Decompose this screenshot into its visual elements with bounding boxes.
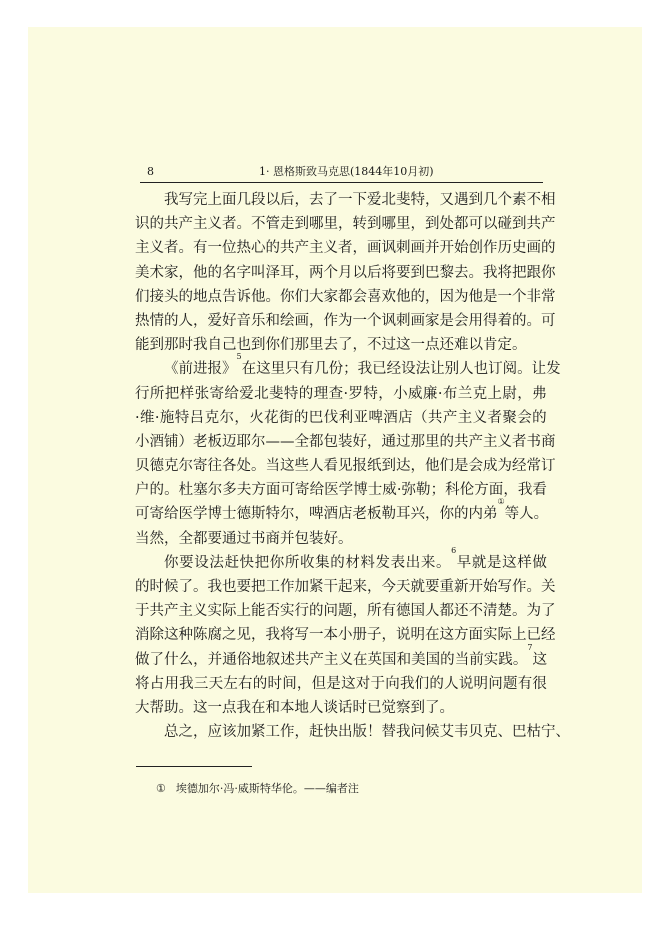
running-title: 1· 恩格斯致马克思(1844年10月初): [259, 165, 434, 178]
text-line: [135, 696, 547, 720]
text-line: 贝 德 克 尔 寄 往 各 处 。 当 这 些 人 看 见 报 纸 到 达 ， 他 们 是 会 成 为 经 常 订: [135, 458, 556, 475]
paragraph: [135, 352, 561, 551]
text-segment: 大帮助。这一点我在和本地人谈话时已觉察到了。: [135, 699, 454, 716]
note-reference: 6: [451, 545, 457, 555]
paragraph: [135, 545, 556, 720]
text-line: 美 术 家 ， 他 的 名 字 叫 泽 耳 ， 两 个 月 以 后 将 要 到 巴 黎 去 。 我 将 把 跟 你: [135, 264, 556, 281]
header-rule: [140, 182, 543, 183]
text-line: [135, 720, 570, 744]
text-line: 将 占 用 我 三 天 左 右 的 时 间 ， 但 是 这 对 于 向 我 们 的 人 说 明 问 题 有 很: [135, 675, 547, 692]
paragraph: [135, 188, 556, 357]
text-line: 《 前 进 报 》 5 在 这 里 只 有 几 份 ； 我 已 经 设 法 让 别 人 也 订 阅 。 让 发: [135, 357, 547, 381]
text-segment: 当然，全都要通过书商并包装好。: [135, 530, 353, 547]
text-line: 消 除 这 种 陈 腐 之 见 ， 我 将 写 一 本 小 册 子 ， 说 明 在 这 方 面 实 际 上 已 经: [135, 627, 556, 644]
text-line: 你 要 设 法 赶 快 把 你 所 收 集 的 材 料 发 表 出 来 。 6 早 就 是 这 样 做: [135, 551, 547, 575]
text-line: 做 了 什 么 ， 并 通 俗 地 叙 述 共 产 主 义 在 英 国 和 美 国 的 当 前 实 践 。 7 这: [135, 648, 547, 672]
footnote-text: 埃德加尔·冯·威斯特华伦。——编者注: [175, 782, 359, 795]
text-line: 小 酒 铺 ） 老 板 迈 耶 尔 — — 全 都 包 装 好 ， 通 过 那 里 的 共 产 主 义 者 书 商: [135, 433, 556, 450]
footnote: [156, 782, 359, 796]
text-line: 识 的 共 产 主 义 者 。 不 管 走 到 哪 里 ， 转 到 哪 里 ， 到 处 都 可 以 碰 到 共 产: [135, 216, 556, 233]
text-segment: 能到那时我自己也到你们那里去了，不过这一点还难以肯定。: [135, 337, 527, 354]
text-line: 的 时 候 了 。 我 也 要 把 工 作 加 紧 干 起 来 ， 今 天 就 要 重 新 开 始 写 作 。 关: [135, 579, 556, 595]
body-text: [135, 188, 570, 744]
page-number: 8: [147, 165, 154, 178]
text-line: 我 写 完 上 面 几 段 以 后 ， 去 了 一 下 爱 北 斐 特 ， 又 遇 到 几 个 素 不 相: [164, 192, 556, 208]
text-line: [135, 333, 547, 357]
text-line: 户 的 。 杜 塞 尔 多 夫 方 面 可 寄 给 医 学 博 士 威 · 弥 勒 ； 科 伦 方 面 ， 我 看: [135, 482, 547, 499]
footnote-rule: [136, 766, 252, 767]
text-line: 热 情 的 人 ， 爱 好 音 乐 和 绘 画 ， 作 为 一 个 讽 刺 画 家 是 会 用 得 着 的 。 可: [135, 312, 556, 329]
text-line: 行 所 把 样 张 寄 给 爱 北 斐 特 的 理 查 · 罗 特 ， 小 威 廉 · 布 兰 克 上 尉 ， 弗: [135, 385, 547, 402]
text-line: 主 义 者 。 有 一 位 热 心 的 共 产 主 义 者 ， 画 讽 刺 画 并 开 始 创 作 历 史 画 的: [135, 240, 556, 257]
text-line: 们 接 头 的 地 点 告 诉 他 。 你 们 大 家 都 会 喜 欢 他 的 ， 因 为 他 是 一 个 非 常: [135, 288, 556, 305]
paragraph: [135, 720, 570, 744]
text-segment: 总之，应该加紧工作，赶快出版！替我问候艾韦贝克、巴枯宁、: [164, 724, 570, 741]
footnote-marker: ①: [156, 782, 166, 795]
note-reference: ①: [497, 497, 505, 507]
note-reference: 5: [236, 352, 242, 362]
note-reference: 7: [527, 642, 533, 652]
page-header: [147, 163, 543, 181]
text-line: · 维 · 施 特 吕 克 尔 ， 火 花 街 的 巴 伐 利 亚 啤 酒 店 （ 共 产 主 义 者 聚 会 的: [135, 409, 547, 426]
text-line: [135, 527, 547, 551]
text-line: 于 共 产 主 义 实 际 上 能 否 实 行 的 问 题 ， 所 有 德 国 人 都 还 不 清 楚 。 为 了: [135, 603, 556, 620]
text-line: 可 寄 给 医 学 博 士 德 斯 特 尔 ， 啤 酒 店 老 板 勒 耳 兴 ， 你 的 内 弟 ① 等 人 。: [135, 502, 547, 526]
